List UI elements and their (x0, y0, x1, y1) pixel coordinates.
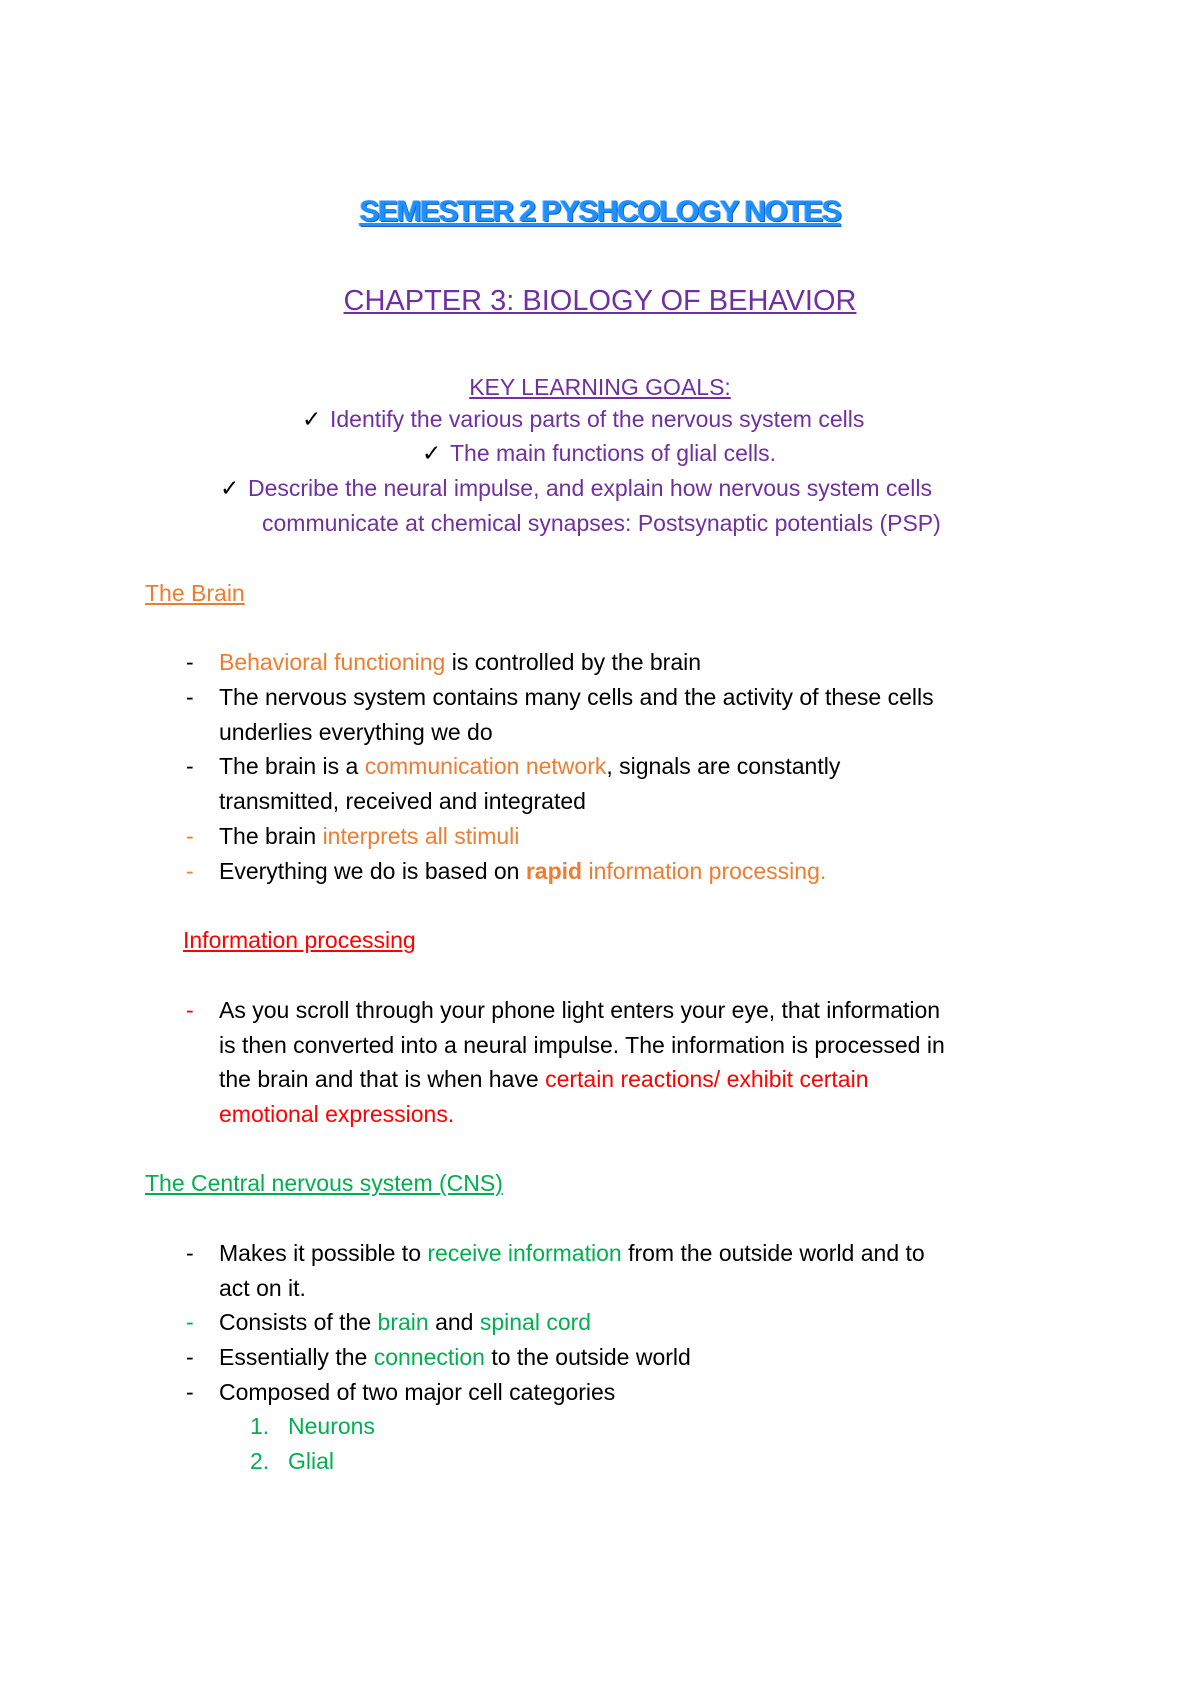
numbered-item-neurons: Neurons (288, 1413, 375, 1439)
bullet-text-continuation: act on it. (219, 1275, 306, 1301)
bullet-text: Makes it possible to receive information from the outside world and to (219, 1240, 925, 1266)
checkmark-icon: ✓ (220, 475, 240, 501)
chapter-title: CHAPTER 3: BIOLOGY OF BEHAVIOR (343, 285, 857, 317)
bullet-dash: - (186, 997, 194, 1023)
bullet-text: Essentially the connection to the outside world (219, 1344, 691, 1370)
bullet-dash: - (186, 684, 194, 710)
goal-item: ✓ The main functions of glial cells. (422, 440, 776, 466)
bullet-text-continuation: is then converted into a neural impulse. The information is processed in (219, 1032, 945, 1058)
bullet-text-continuation: the brain and that is when have certain reactions/ exhibit certain (219, 1066, 869, 1092)
checkmark-icon: ✓ (422, 440, 442, 466)
bullet-dash: - (186, 1240, 194, 1266)
numbered-item-marker: 1. (250, 1413, 270, 1439)
bullet-dash: - (186, 823, 194, 849)
bullet-dash: - (186, 858, 194, 884)
bullet-text: The nervous system contains many cells and the activity of these cells (219, 684, 934, 710)
bullet-text: The brain interprets all stimuli (219, 823, 520, 849)
numbered-item-marker: 2. (250, 1448, 270, 1474)
goal-item-continuation: communicate at chemical synapses: Postsynaptic potentials (PSP) (262, 510, 941, 536)
bullet-text-continuation: transmitted, received and integrated (219, 788, 586, 814)
goals-heading: KEY LEARNING GOALS: (469, 374, 731, 400)
bullet-dash: - (186, 1309, 194, 1335)
bullet-dash: - (186, 1379, 194, 1405)
bullet-text: Behavioral functioning is controlled by the brain (219, 649, 702, 675)
section-heading-information-processing: Information processing (183, 927, 416, 953)
bullet-text-continuation: emotional expressions. (219, 1101, 455, 1127)
bullet-text: Composed of two major cell categories (219, 1379, 616, 1405)
goal-item: ✓ Identify the various parts of the nervous system cells (302, 406, 865, 432)
section-heading-cns: The Central nervous system (CNS) (145, 1170, 503, 1196)
numbered-item-glial: Glial (288, 1448, 335, 1474)
bullet-dash: - (186, 649, 194, 675)
bullet-text: Consists of the brain and spinal cord (219, 1309, 592, 1335)
bullet-text: As you scroll through your phone light enters your eye, that information (219, 997, 941, 1023)
bullet-dash: - (186, 753, 194, 779)
section-heading-brain: The Brain (145, 580, 245, 606)
bullet-text: The brain is a communication network, signals are constantly (219, 753, 841, 779)
bullet-text-continuation: underlies everything we do (219, 719, 493, 745)
checkmark-icon: ✓ (302, 406, 322, 432)
bullet-dash: - (186, 1344, 194, 1370)
bullet-text: Everything we do is based on rapid information processing. (219, 858, 827, 884)
document-title: SEMESTER 2 PYSHCOLOGY NOTES (359, 195, 841, 228)
goal-item: ✓ Describe the neural impulse, and explain how nervous system cells (220, 475, 932, 501)
